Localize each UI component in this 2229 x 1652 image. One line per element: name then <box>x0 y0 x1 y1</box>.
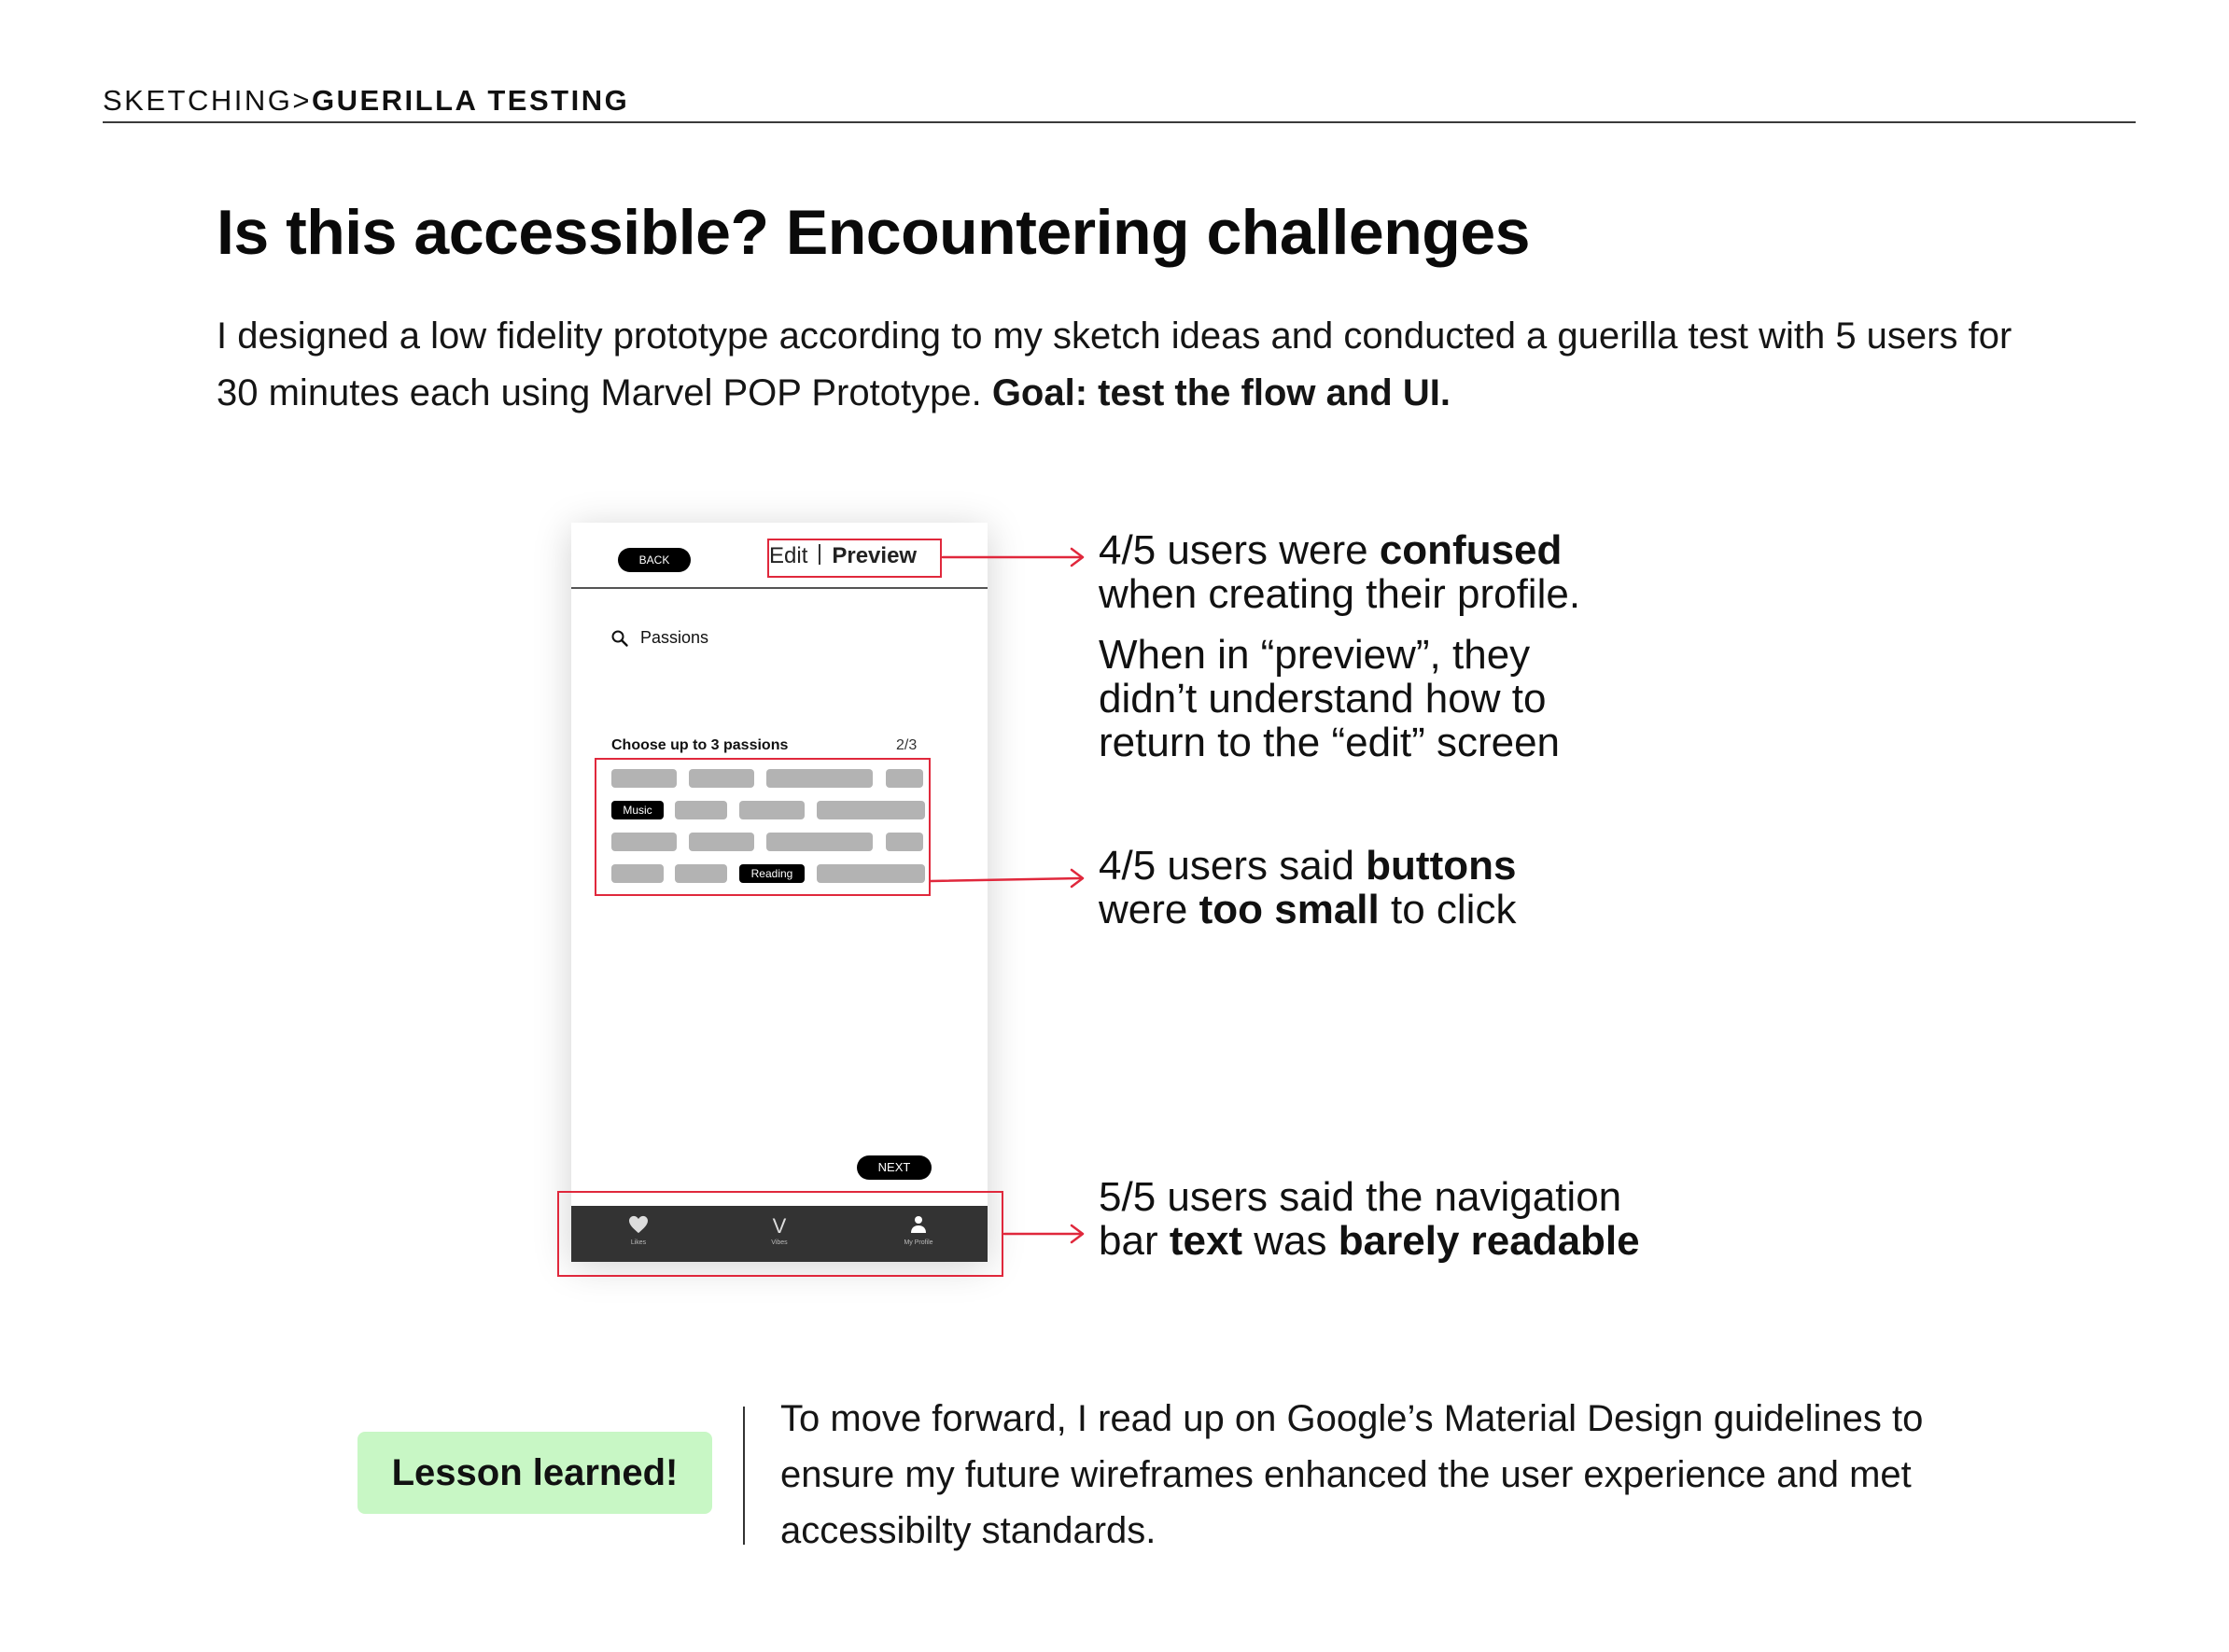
intro-text: I designed a low fidelity prototype according to my sketch ideas and conducted a guerilla test with 5 users for 30 minutes each using Marvel POP Prototype. <box>217 315 2012 413</box>
lesson-learned-badge: Lesson learned! <box>357 1432 712 1514</box>
finding-1-detail: when creating their profile. <box>1099 571 1581 617</box>
breadcrumb <box>103 84 629 118</box>
finding-2-text-c: to click <box>1379 887 1517 932</box>
finding-2-emphasis-b: too small <box>1199 887 1380 932</box>
finding-3-emphasis: text <box>1169 1218 1243 1264</box>
finding-3-text-c: was <box>1242 1218 1339 1264</box>
passion-chip-music[interactable]: Music <box>611 801 664 819</box>
breadcrumb-current: GUERILLA TESTING <box>311 84 630 117</box>
finding-3-text-b: bar <box>1099 1218 1170 1264</box>
lesson-text: To move forward, I read up on Google’s Material Design guidelines to ensure my future wireframes enhanced the user experience and met accessibilty standards. <box>780 1398 1924 1551</box>
nav-label-my-profile: My Profile <box>904 1239 933 1246</box>
finding-navbar-readability <box>1099 1175 1640 1263</box>
highlight-edit-preview <box>767 539 942 578</box>
back-button[interactable]: BACK <box>618 548 691 572</box>
vibes-icon: V <box>772 1214 787 1238</box>
breadcrumb-section: SKETCHING> <box>103 84 312 117</box>
finding-3-text: 5/5 users said the navigation <box>1099 1174 1622 1220</box>
finding-preview-line-3: return to the “edit” screen <box>1099 720 1561 765</box>
passion-count: 2/3 <box>896 737 918 753</box>
intro-paragraph <box>217 308 2046 422</box>
finding-2-emphasis: buttons <box>1366 843 1517 889</box>
nav-label-likes: Likes <box>630 1239 647 1246</box>
intro-goal: Goal: test the flow and UI. <box>991 372 1451 413</box>
lesson-divider <box>743 1407 745 1545</box>
finding-1-text: 4/5 users were <box>1099 527 1380 573</box>
edit-label[interactable]: Edit <box>769 543 808 568</box>
finding-2-text-b: were <box>1099 887 1199 932</box>
header-divider <box>103 121 2136 123</box>
passions-search[interactable] <box>610 628 708 648</box>
search-label: Passions <box>640 628 709 647</box>
highlight-navigation-bar <box>557 1191 1003 1277</box>
finding-2-text: 4/5 users said <box>1099 843 1367 889</box>
preview-label[interactable]: Preview <box>832 543 918 568</box>
mockup-header-divider <box>571 587 988 589</box>
next-button[interactable]: NEXT <box>857 1155 932 1180</box>
passion-chip-reading[interactable]: Reading <box>739 864 805 883</box>
finding-preview-edit <box>1099 633 1560 764</box>
nav-label-vibes: Vibes <box>771 1239 788 1246</box>
finding-preview-line-2: didn’t understand how to <box>1099 676 1547 721</box>
choose-passions-label: Choose up to 3 passions <box>611 737 789 753</box>
finding-1-emphasis: confused <box>1379 527 1563 573</box>
page-title: Is this accessible? Encountering challenges <box>217 197 1530 268</box>
finding-confused <box>1099 528 1580 616</box>
finding-3-emphasis-b: barely readable <box>1338 1218 1640 1264</box>
search-icon <box>610 629 629 648</box>
highlight-passion-buttons <box>595 758 931 896</box>
finding-buttons-small <box>1099 844 1516 931</box>
finding-preview-line-1: When in “preview”, they <box>1099 632 1531 678</box>
